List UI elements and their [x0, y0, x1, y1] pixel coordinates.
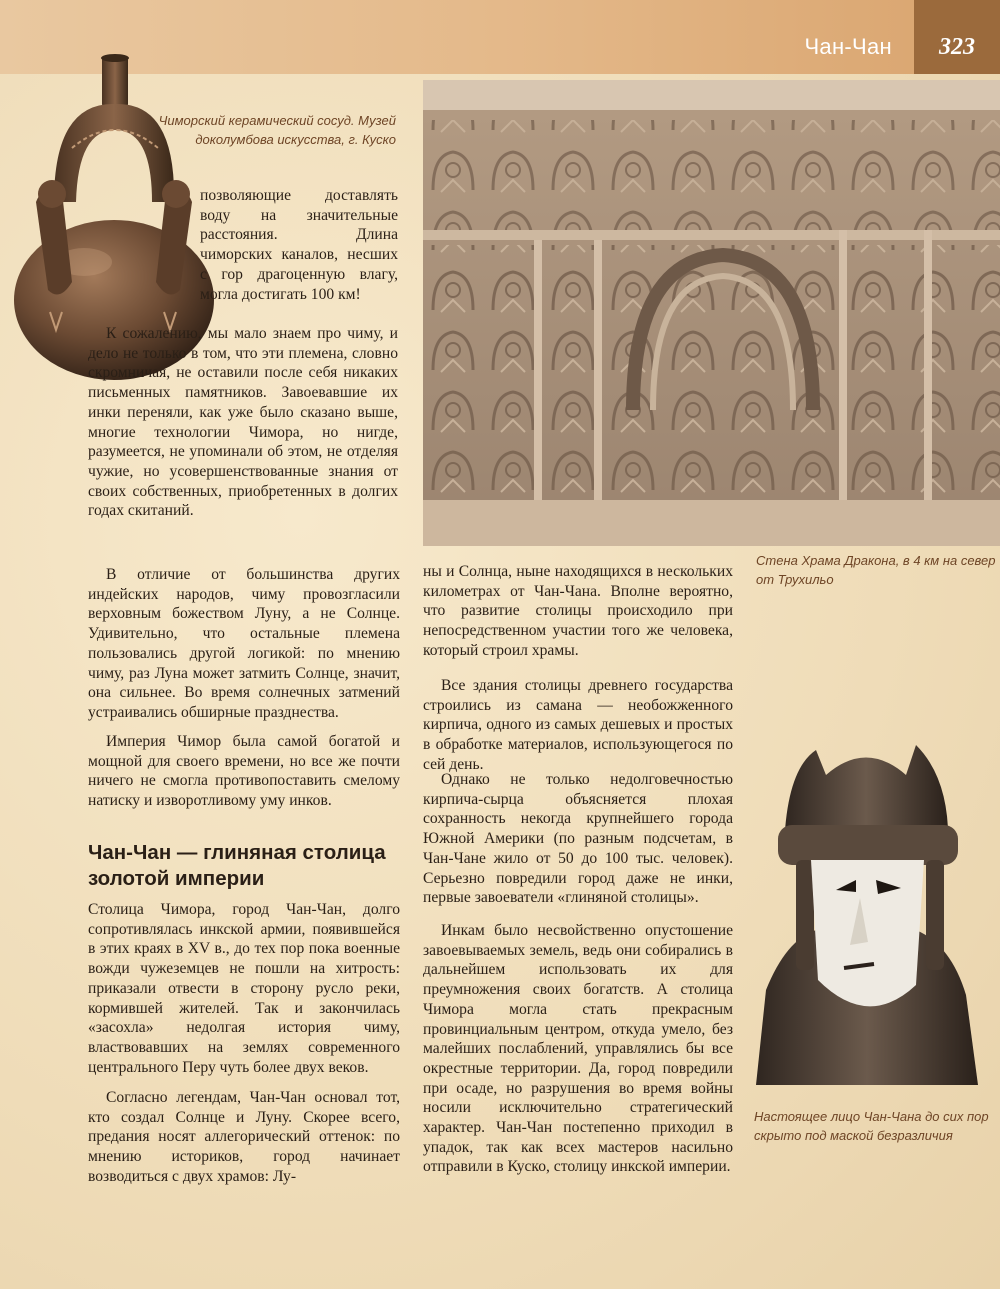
running-title: Чан-Чан: [804, 34, 892, 59]
paragraph-4: Империя Чимор была самой богатой и мощной для своего времени, но все же почти ничего не смогла противопоставить смелому натиску и изворотливому уму инков.: [88, 733, 400, 810]
caption-mask: Настоящее лицо Чан-Чана до сих пор скрыто под маской безразличия: [754, 1109, 989, 1143]
dragon-temple-wall-image: [423, 80, 1000, 546]
page-number-box: [914, 0, 1000, 74]
wooden-mask-statue-image: [756, 730, 978, 1085]
paragraph-1: позволяющие доставлять воду на значительные расстояния. Длина чиморских каналов, несших с гор драгоценную влагу, могла достигать 100 км!: [200, 187, 398, 303]
paragraph-9: Однако не только недолговечностью кирпича-сырца объясняется плохая сохранность некогда крупнейшего города Южной Америки (по разным подсчетам, в Чан-Чане жило от 50 до 100 тыс. человек). Серьезно повредили город даже не инки, первые завоеватели «глиняной столицы».: [423, 771, 733, 907]
paragraph-7: ны и Солнца, ныне находящихся в нескольких километрах от Чан-Чана. Вполне вероятно, что развитие столицы происходило при непосредственном участии того же человека, который строил храмы.: [423, 563, 733, 659]
section-heading: Чан-Чан — глиняная столица золотой империи: [88, 841, 386, 890]
paragraph-2: К сожалению, мы мало знаем про чиму, и дело не только в том, что эти племена, словно скромничая, не оставили после себя никаких письменных памятников. Завоевавшие их инки переняли, как уже было сказано выше, многие технологии Чимора, но нигде, разумеется, не упоминали об этом, не отделяя чужие, но усовершенствованные знания от своих собственных, приобретенных в долгих годах скитаний.: [88, 325, 398, 520]
page-number: 323: [939, 34, 975, 60]
paragraph-5: Столица Чимора, город Чан-Чан, долго сопротивлялась инкской армии, появившейся в этих краях в XV в., до тех пор пока военные вожди чужеземцев не пошли на хитрость: приказали отвести в сторону русло реки, кормившей жителей. Так и закончилась «засохла» недолгая история чиму, властвовавших на землях современного центрального Перу чуть более двух веков.: [88, 901, 400, 1076]
paragraph-10: Инкам было несвойственно опустошение завоевываемых земель, ведь они собирались в дальнейшем использовать их для преумножения своих богатств. А столица Чимора могла стать прекрасным провинциальным центром, откуда умело, без малейших послаблений, управлялись бы все окрестные территории. Да, город повредили при осаде, но разрушения во время войны носили исключительно стратегический характер. Чан-Чан постепенно приходил в упадок, так как всех мастеров насильно отправили в Куско, столицу инкской империи.: [423, 922, 733, 1176]
caption-wall: Стена Храма Дракона, в 4 км на север от Трухильо: [756, 553, 996, 587]
paragraph-3: В отличие от большинства других индейских народов, чиму провозгласили верховным божеством Луну, а не Солнце. Удивительно, что остальные племена пользовались другой логикой: по мнению чиму, раз Луна может затмить Солнце, значит, она сильнее. Во время солнечных затмений устраивались обширные празднества.: [88, 566, 400, 721]
caption-vessel: Чиморский керамический сосуд. Музей доколумбова искусства, г. Куско: [158, 113, 396, 147]
paragraph-6: Согласно легендам, Чан-Чан основал тот, кто создал Солнце и Луну. Скорее всего, предания носят аллегорический оттенок: по мнению историков, город начинает возводиться с двух храмов: Лу-: [88, 1089, 400, 1185]
paragraph-8: Все здания столицы древнего государства строились из самана — необожженного кирпича, одного из самых дешевых и простых в обработке материалов, использующегося по сей день.: [423, 677, 733, 773]
